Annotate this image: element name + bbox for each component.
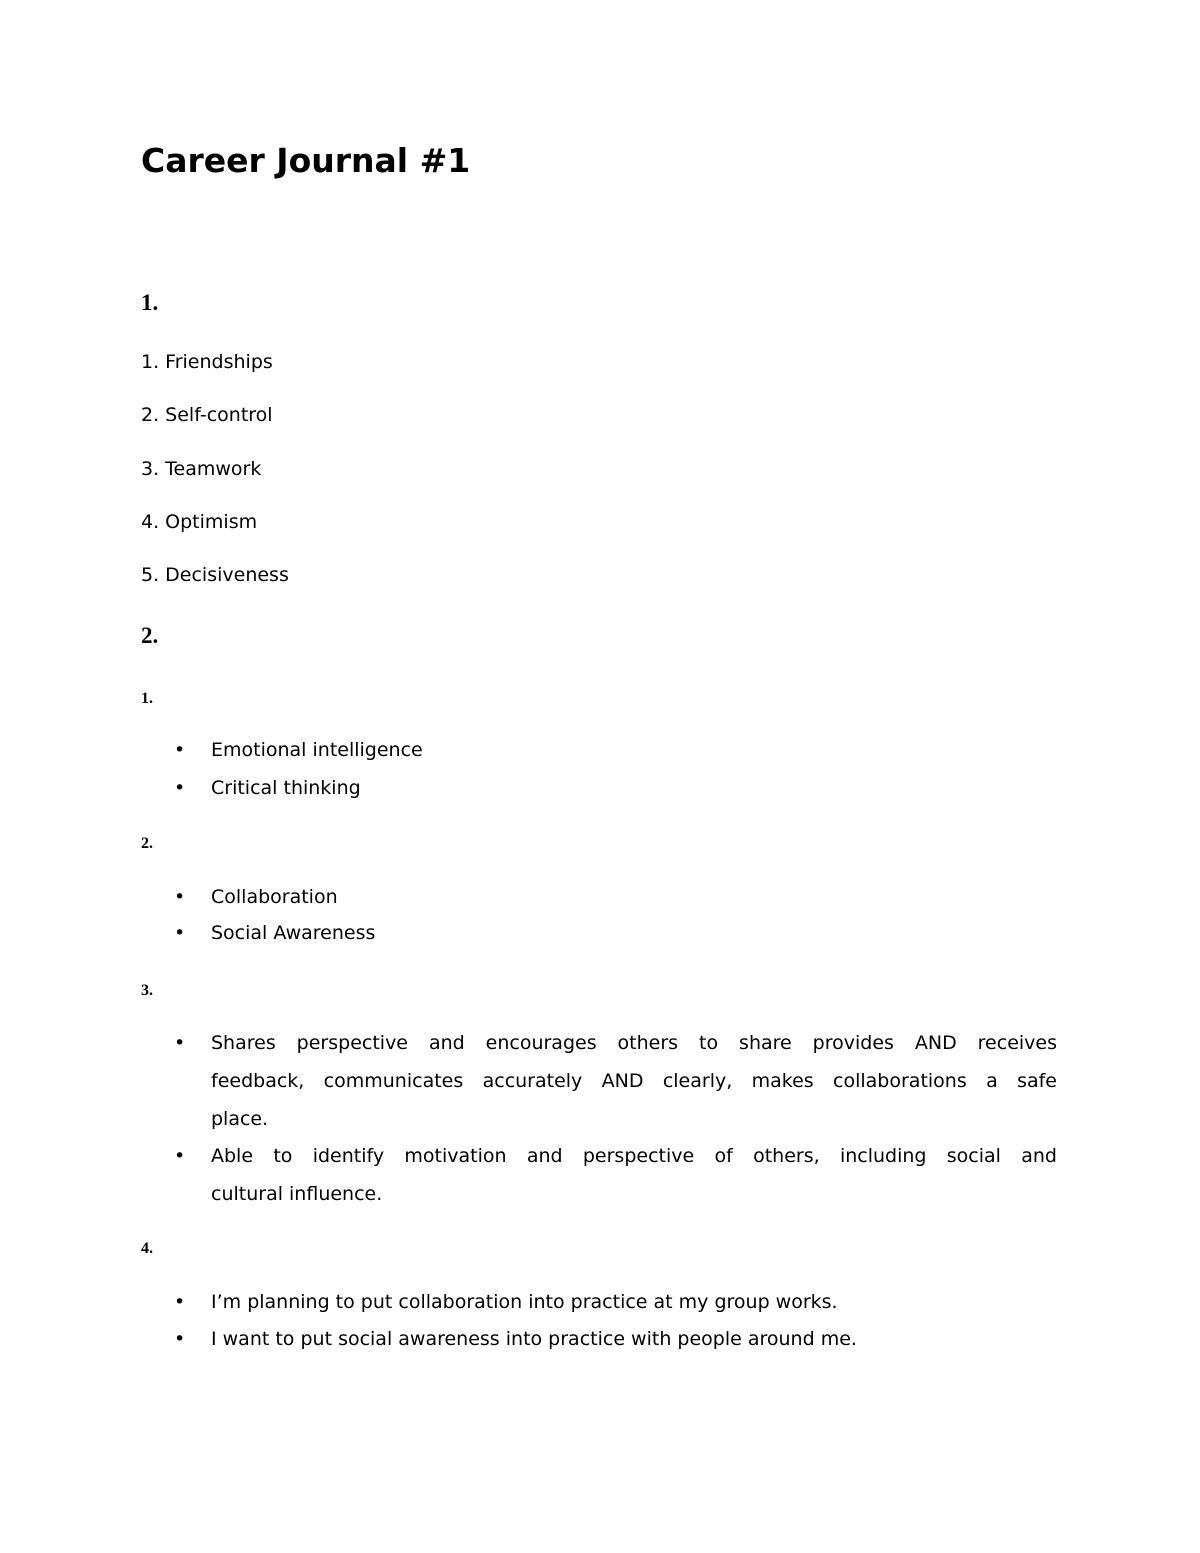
bullet-paragraph (211, 1024, 1057, 1138)
list-item: 3. Teamwork (141, 458, 262, 480)
bullet-text: Critical thinking (211, 777, 361, 799)
bullet-text: I’m planning to put collaboration into practice at my group works. (211, 1291, 838, 1313)
page-title: Career Journal #1 (141, 141, 471, 180)
subsection-label: 2. (141, 835, 153, 852)
bullet-icon: • (174, 922, 186, 944)
paragraph-line: Shares perspective and encourages others to share provides AND receives (211, 1032, 1057, 1054)
bullet-icon: • (174, 1291, 186, 1313)
bullet-paragraph (211, 1137, 1057, 1213)
paragraph-line: feedback, communicates accurately AND clearly, makes collaborations a safe (211, 1070, 1057, 1092)
list-item: 2. Self-control (141, 404, 273, 426)
bullet-icon: • (174, 777, 186, 799)
bullet-text: Emotional intelligence (211, 739, 423, 761)
paragraph-line: place. (211, 1108, 269, 1130)
paragraph-line: cultural influence. (211, 1183, 383, 1205)
section-1-heading: 1. (141, 290, 159, 315)
bullet-text: Social Awareness (211, 922, 376, 944)
bullet-icon: • (174, 739, 186, 761)
list-item: 4. Optimism (141, 511, 258, 533)
bullet-icon: • (174, 1032, 186, 1054)
bullet-icon: • (174, 886, 186, 908)
paragraph-line: Able to identify motivation and perspective of others, including social and (211, 1145, 1057, 1167)
list-item: 5. Decisiveness (141, 564, 289, 586)
bullet-icon: • (174, 1328, 186, 1350)
bullet-text: I want to put social awareness into practice with people around me. (211, 1328, 857, 1350)
bullet-icon: • (174, 1145, 186, 1167)
section-2-heading: 2. (141, 623, 159, 648)
subsection-label: 1. (141, 690, 153, 707)
subsection-label: 4. (141, 1240, 153, 1257)
subsection-label: 3. (141, 982, 153, 999)
bullet-text: Collaboration (211, 886, 338, 908)
list-item: 1. Friendships (141, 351, 273, 373)
